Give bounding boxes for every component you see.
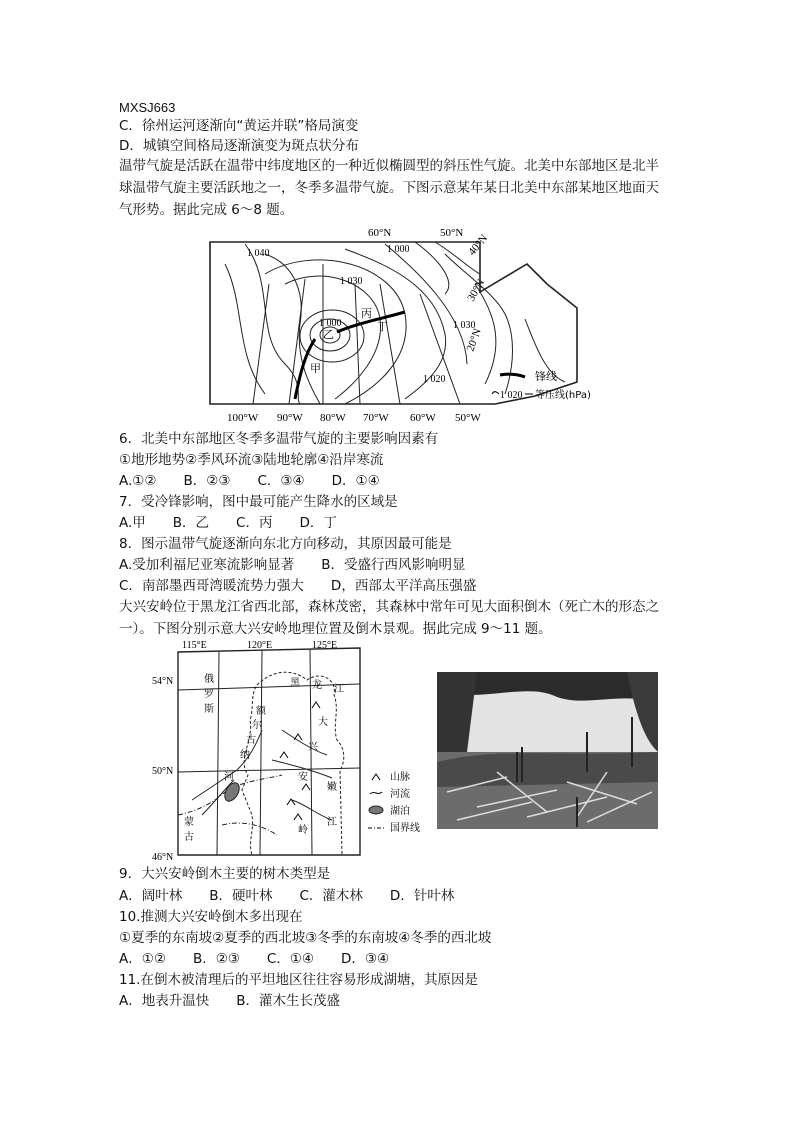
intro-paragraph-2: 一）。下图分别示意大兴安岭地理位置及倒木景观。据此完成 9～11 题。 — [119, 621, 552, 637]
river-label: 纳 — [240, 750, 250, 761]
map-lat-label: 46°N — [152, 852, 174, 863]
question-8-options-cd: C．南部墨西哥湾暖流势力强大 D，西部太平洋高压强盛 — [119, 578, 477, 594]
question-11: 11.在倒木被清理后的平坦地区往往容易形成湖塘，其原因是 — [119, 972, 478, 988]
weather-lon-label: 60°W — [410, 412, 436, 424]
legend-isobar-value: 1 020 — [500, 390, 523, 401]
option-c: C．徐州运河逐渐向“黄运并联”格局演变 — [119, 118, 359, 134]
location-map-figure — [152, 640, 432, 863]
heilongjiang-label: 黑 — [290, 678, 300, 689]
weather-lon-label: 100°W — [227, 412, 259, 424]
map-lon-label: 120°E — [247, 640, 273, 651]
weather-lat-label: 20°N — [464, 326, 484, 354]
heilongjiang-label: 龙 — [312, 680, 322, 691]
isobar-label: 1 020 — [423, 374, 446, 385]
country-label: 斯 — [204, 704, 214, 715]
question-10-items: ①夏季的东南坡②夏季的西北坡③冬季的东南坡④冬季的西北坡 — [119, 930, 492, 946]
question-6: 6．北美中东部地区冬季多温带气旋的主要影响因素有 — [119, 431, 439, 447]
intro-paragraph-1: 温带气旋是活跃在温带中纬度地区的一种近似椭圆型的斜压性气旋。北美中东部地区是北半 — [119, 158, 659, 174]
question-7: 7．受冷锋影响，图中最可能产生降水的区域是 — [119, 494, 398, 510]
isobar-label: 1 000 — [387, 244, 410, 255]
legend-river: 河流 — [390, 789, 410, 800]
question-9-options: A．阔叶林 B．硬叶林 C．灌木林 D．针叶林 — [119, 888, 455, 904]
legend-isobar-label: 等压线(hPa) — [535, 390, 591, 401]
region-label: 甲 — [310, 363, 321, 375]
isobar-label: 1 030 — [453, 320, 476, 331]
weather-map-figure — [205, 224, 605, 426]
weather-lon-label: 90°W — [277, 412, 303, 424]
isobar-label: 1 000 — [319, 318, 342, 329]
range-label: 大 — [318, 717, 328, 728]
isobar-label: 1 040 — [247, 248, 270, 259]
country-label: 俄 — [204, 674, 214, 685]
isobar-label: 1 030 — [340, 276, 363, 287]
weather-lat-label: 60°N — [368, 227, 392, 239]
country-label: 蒙 — [184, 817, 194, 828]
header-code: MXSJ663 — [119, 100, 176, 115]
river-label: 尔 — [252, 720, 262, 731]
region-label: 丁 — [377, 321, 388, 333]
country-label: 罗 — [204, 689, 214, 700]
country-label: 古 — [184, 832, 194, 843]
intro-paragraph-1: 气形势。据此完成 6～8 题。 — [119, 202, 294, 218]
intro-paragraph-2: 大兴安岭位于黑龙江省西北部，森林茂密，其森林中常年可见大面积倒木（死亡木的形态之 — [119, 599, 659, 615]
region-label: 乙 — [323, 329, 334, 341]
weather-lat-label: 50°N — [440, 227, 464, 239]
question-6-options: A.①② B．②③ C．③④ D．①④ — [119, 473, 380, 489]
river-label: 额 — [256, 706, 266, 717]
range-label: 岭 — [298, 825, 308, 836]
weather-lon-label: 50°W — [455, 412, 481, 424]
range-label: 兴 — [308, 742, 318, 753]
legend-lake: 湖泊 — [390, 806, 410, 817]
question-7-options: A.甲 B．乙 C．丙 D．丁 — [119, 515, 337, 531]
range-label: 安 — [298, 772, 308, 783]
weather-lat-label: 40°N — [466, 232, 491, 258]
map-lon-label: 115°E — [182, 640, 207, 651]
question-8: 8．图示温带气旋逐渐向东北方向移动，其原因最可能是 — [119, 536, 452, 552]
legend-border: 国界线 — [390, 823, 420, 834]
weather-lon-label: 80°W — [320, 412, 346, 424]
fallen-trees-photo — [437, 672, 658, 829]
intro-paragraph-1: 球温带气旋主要活跃地之一，冬季多温带气旋。下图示意某年某日北美中东部某地区地面天 — [119, 180, 659, 196]
river-label: 古 — [246, 735, 256, 746]
question-8-options-ab: A.受加利福尼亚寒流影响显著 B．受盛行西风影响明显 — [119, 557, 466, 573]
river-label: 河 — [224, 772, 234, 783]
river-label: 江 — [327, 817, 337, 828]
legend-front-label: 锋线 — [535, 370, 557, 383]
weather-lat-label: 30°N — [465, 277, 488, 304]
question-9: 9．大兴安岭倒木主要的树木类型是 — [119, 866, 331, 882]
question-6-items: ①地形地势②季风环流③陆地轮廓④沿岸寒流 — [119, 452, 384, 468]
question-10: 10.推测大兴安岭倒木多出现在 — [119, 909, 303, 925]
heilongjiang-label: 江 — [334, 684, 344, 695]
map-lon-label: 125°E — [312, 640, 338, 651]
map-lat-label: 54°N — [152, 676, 174, 687]
region-label: 丙 — [361, 308, 372, 320]
question-11-options: A．地表升温快 B．灌木生长茂盛 — [119, 993, 340, 1009]
legend-mountain: 山脉 — [390, 772, 410, 783]
option-d: D．城镇空间格局逐渐演变为斑点状分布 — [119, 138, 359, 154]
question-10-options: A．①② B．②③ C．①④ D．③④ — [119, 951, 390, 967]
map-lat-label: 50°N — [152, 766, 174, 777]
weather-lon-label: 70°W — [363, 412, 389, 424]
river-label: 嫩 — [327, 782, 337, 793]
